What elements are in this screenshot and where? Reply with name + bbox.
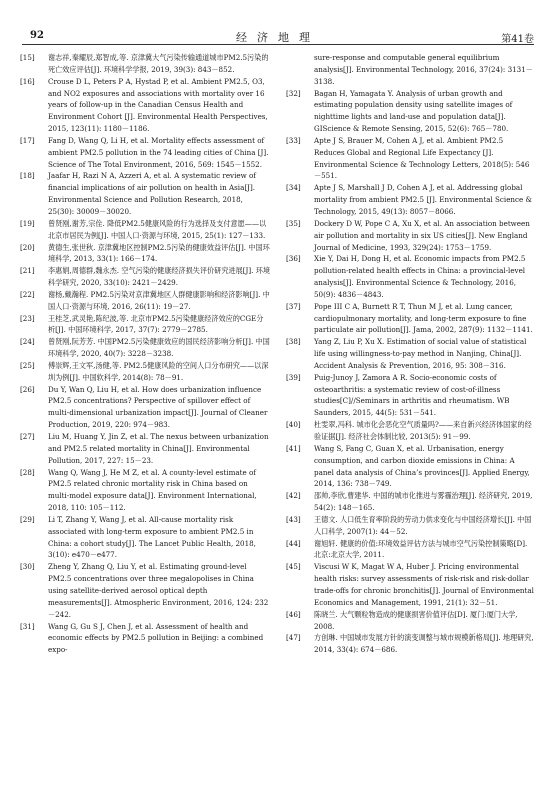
reference-entry bbox=[286, 372, 536, 419]
reference-entry bbox=[286, 52, 536, 88]
reference-text: Dockery D W, Pope C A, Xu X, et al. An association between air pollution and mortality in six US cities[J]. New England Journal of Medicine, 1993, 329(24): 1753－1759. bbox=[314, 218, 530, 252]
reference-number: [42] bbox=[286, 491, 301, 501]
reference-text: Yang Z, Liu P, Xu X. Estimation of social value of statistical life using willingness-to-pay method in Nanjing, China[J]. Accident Analysis & Prevention, 2016, 95: 308－316. bbox=[314, 337, 527, 370]
reference-text: Fang D, Wang Q, Li H, et al. Mortality effects assessment of ambient PM2.5 pollution in the 74 leading cities of China [J]. Science of The Total Environment, 2016, 569: 1545－1552. bbox=[48, 135, 269, 169]
reference-text: 王德文. 人口低生育率阶段的劳动力供求变化与中国经济增长[J]. 中国人口科学, 2007(1): 44－52. bbox=[314, 514, 532, 536]
reference-text: Du Y, Wan Q, Liu H, et al. How does urbanization influence PM2.5 concentrations? Perspective of spillover effect of multi-dimensional urbanization impact[J]. Journal of Cleaner Production, 2019, 220: 974－983. bbox=[48, 384, 268, 430]
reference-number: [25] bbox=[20, 360, 35, 370]
reference-entry bbox=[20, 135, 270, 171]
reference-entry bbox=[20, 289, 270, 313]
reference-text: Apte J S, Brauer M, Cohen A J, et al. Ambient PM2.5 Reduces Global and Regional Life Expectancy [J]. Environmental Science & Technology Letters, 2018(5): 546－551. bbox=[314, 135, 530, 181]
reference-entry bbox=[20, 514, 270, 561]
reference-number: [40] bbox=[286, 420, 301, 430]
reference-entry bbox=[20, 384, 270, 431]
journal-title: 经济地理 bbox=[236, 31, 320, 44]
reference-text: Xie Y, Dai H, Dong H, et al. Economic impacts from PM2.5 pollution-related health effects in China: a provincial-level analysis[J]. Environmental Science & Technology, 2016, 50(9): 4836－4843. bbox=[314, 254, 526, 299]
reference-text: 谢旭轩. 健康的价值:环境效益评估方法与城市空气污染控制策略[D]. 北京:北京大学, 2011. bbox=[314, 538, 528, 560]
reference-text: Wang S, Fang C, Guan X, et al. Urbanisation, energy consumption, and carbon dioxide emissions in China: A panel data analysis of China’s provinces[J]. Applied Energy, 2014, 136: 738－749. bbox=[314, 443, 530, 489]
reference-text: 陈晓兰. 大气颗粒物造成的健康损害价值评估[D]. 厦门:厦门大学, 2008. bbox=[314, 609, 518, 631]
reference-number: [17] bbox=[20, 135, 35, 145]
reference-text: Wang Q, Wang J, He M Z, et al. A county-level estimate of PM2.5 related chronic mortality risk in China based on multi-model exposure data[J]. Environment International, 2018, 110: 105－112. bbox=[48, 467, 257, 513]
reference-entry bbox=[286, 609, 536, 633]
reference-number: [31] bbox=[20, 621, 35, 631]
reference-text: 曾贤刚,谢芳,宗佺. 降低PM2.5健康风险的行为选择及支付意愿——以北京市居民为例[J]. 中国人口·资源与环境, 2015, 25(1): 127－133. bbox=[48, 218, 267, 240]
reference-number: [26] bbox=[20, 384, 35, 394]
reference-text: Viscusi W K, Magat W A, Huber J. Pricing environmental health risks: survey assessments of risk-risk and risk-dollar trade-offs for chronic bronchitis[J]. Journal of Environmental Economics and Management, 1991, 21(1): 32－51. bbox=[314, 562, 534, 607]
reference-entry bbox=[20, 242, 270, 266]
reference-text: Puig-Junoy J, Zamora A R. Socio-economic costs of osteoarthritis: a systematic review of cost-of-illness studies[C]//Seminars in arthritis and rheumatism. WB Saunders, 2015, 44(5): 531－541. bbox=[314, 372, 510, 418]
reference-text: sure-response and computable general equilibrium analysis[J]. Environmental Technology, 2016, 37(24): 3131－3138. bbox=[314, 53, 533, 86]
reference-text: Crouse D L, Peters P A, Hystad P, et al. Ambient PM2.5, O3, and NO2 exposures and associations with mortality over 16 years of follow-up in the Canadian Census Health and Environment Cohort [J]. Environmental Health Perspectives, 2015, 123(11): 1180－1186. bbox=[48, 76, 268, 134]
reference-entry bbox=[20, 52, 270, 76]
reference-text: Li T, Zhang Y, Wang J, et al. All-cause mortality risk associated with long-term exposure to ambient PM2.5 in China: a cohort study[J]. The Lancet Public Health, 2018, 3(10): e470－e477. bbox=[48, 514, 256, 560]
reference-entry bbox=[20, 336, 270, 360]
reference-text: 谢志祥,秦耀辰,郑智成,等. 京津冀大气污染传输通道城市PM2.5污染的死亡效应评估[J]. 环境科学学报, 2019, 39(3): 843－852. bbox=[48, 53, 269, 74]
reference-entry bbox=[286, 632, 536, 656]
reference-number: [38] bbox=[286, 337, 301, 347]
reference-number: [43] bbox=[286, 514, 301, 524]
reference-entry bbox=[286, 88, 536, 135]
reference-number: [34] bbox=[286, 183, 301, 193]
reference-number: [24] bbox=[20, 337, 35, 347]
reference-entry bbox=[286, 443, 536, 490]
reference-number: [28] bbox=[20, 467, 35, 477]
reference-entry bbox=[20, 621, 270, 657]
reference-number: [23] bbox=[20, 313, 35, 323]
reference-number: [21] bbox=[20, 266, 35, 276]
reference-number: [30] bbox=[20, 562, 35, 572]
reference-text: 黄德生,张世秋. 京津冀地区控制PM2.5污染的健康效益评估[J]. 中国环境科学, 2013, 33(1): 166－174. bbox=[48, 242, 270, 264]
reference-number: [35] bbox=[286, 218, 301, 228]
references-left-column bbox=[20, 52, 270, 656]
reference-entry bbox=[286, 336, 536, 372]
reference-entry bbox=[286, 490, 536, 514]
reference-number: [22] bbox=[20, 289, 35, 299]
reference-entry bbox=[286, 514, 536, 538]
reference-text: Bagan H, Yamagata Y. Analysis of urban growth and estimating population density using satellite images of nighttime lights and land-use and population data[J]. GIScience & Remote Sensing, 2015, 52(6): 765－780. bbox=[314, 88, 513, 134]
reference-entry bbox=[286, 135, 536, 182]
header-rule bbox=[22, 44, 534, 45]
reference-entry bbox=[20, 313, 270, 337]
reference-number: [39] bbox=[286, 372, 301, 382]
reference-number: [46] bbox=[286, 609, 301, 619]
reference-entry bbox=[20, 218, 270, 242]
reference-entry bbox=[286, 538, 536, 562]
reference-number: [47] bbox=[286, 633, 301, 643]
reference-entry bbox=[20, 76, 270, 135]
reference-text: 邵帅,李欣,曹建华. 中国的城市化推进与雾霾治理[J]. 经济研究, 2019, 54(2): 148－165. bbox=[314, 491, 533, 513]
reference-entry bbox=[286, 301, 536, 337]
reference-number: [33] bbox=[286, 135, 301, 145]
reference-number: [18] bbox=[20, 171, 35, 181]
reference-text: Liu M, Huang Y, Jin Z, et al. The nexus between urbanization and PM2.5 related mortality in China[J]. Environmental Pollution, 2017, 227: 15－23. bbox=[48, 432, 269, 465]
reference-text: 曾贤刚,阮芳芳. 中国PM2.5污染健康效应的国民经济影响分析[J]. 中国环境科学, 2020, 40(7): 3228－3238. bbox=[48, 337, 270, 359]
reference-text: 方创琳. 中国城市发展方针的演变调整与城市规模新格局[J]. 地理研究, 2014, 33(4): 674－686. bbox=[314, 633, 534, 655]
reference-number: [37] bbox=[286, 301, 301, 311]
reference-text: 傅崇辉,王文军,汤健,等. PM2.5健康风险的空间人口分布研究——以深圳为例[J]. 中国软科学, 2014(8): 78－91. bbox=[48, 360, 269, 382]
reference-text: 李惠娟,周德群,魏永杰. 空气污染的健康经济损失评价研究进展[J]. 环境科学研究, 2020, 33(10): 2421－2429. bbox=[48, 266, 270, 288]
reference-entry bbox=[286, 253, 536, 300]
reference-number: [15] bbox=[20, 53, 35, 62]
reference-number: [41] bbox=[286, 443, 301, 453]
reference-number bbox=[286, 52, 314, 88]
reference-entry bbox=[286, 561, 536, 608]
reference-entry bbox=[286, 218, 536, 254]
reference-text: 王桂芝,武灵艳,陈纪波,等. 北京市PM2.5污染健康经济效应的CGE分析[J]. 中国环境科学, 2017, 37(7): 2779－2785. bbox=[48, 313, 264, 335]
reference-entry bbox=[20, 170, 270, 217]
page-number: 92 bbox=[30, 30, 44, 41]
reference-text: Apte J S, Marshall J D, Cohen A J, et al. Addressing global mortality from ambient PM2.5 [J]. Environmental Science & Technology, 2015, 49(13): 8057－8066. bbox=[314, 183, 532, 216]
reference-text: 杜雯翠,冯科. 城市化会恶化空气质量吗?——来自新兴经济体国家的经验证据[J]. 经济社会体制比较, 2013(5): 91－99. bbox=[314, 420, 532, 441]
references-right-column bbox=[286, 52, 536, 656]
reference-text: Wang G, Gu S J, Chen J, et al. Assessment of health and economic effects by PM2.5 pollution in Beijing: a combined expo- bbox=[48, 621, 264, 655]
reference-entry bbox=[20, 467, 270, 514]
reference-text: Pope III C A, Burnett R T, Thun M J, et al. Lung cancer, cardiopulmonary mortality, and long-term exposure to fine particulate air pollution[J]. Jama, 2002, 287(9): 1132－1141. bbox=[314, 301, 533, 335]
reference-text: Jaafar H, Razi N A, Azzeri A, et al. A systematic review of financial implications of air pollution on health in Asia[J]. Environmental Science and Pollution Research, 2018, 25(30): 30009－30020. bbox=[48, 171, 256, 216]
reference-entry bbox=[20, 265, 270, 289]
reference-number: [32] bbox=[286, 88, 301, 98]
reference-entry bbox=[286, 182, 536, 218]
reference-entry bbox=[20, 360, 270, 384]
reference-number: [27] bbox=[20, 432, 35, 441]
reference-number: [45] bbox=[286, 562, 301, 572]
reference-number: [16] bbox=[20, 76, 35, 86]
volume-label: 第41卷 bbox=[501, 34, 534, 45]
reference-number: [36] bbox=[286, 254, 301, 264]
page-header bbox=[22, 26, 534, 45]
reference-number: [44] bbox=[286, 538, 301, 548]
reference-text: Zheng Y, Zhang Q, Liu Y, et al. Estimating ground-level PM2.5 concentrations over three megalopolises in China using satellite-derived aerosol optical depth measurements[J]. Atmospheric Environment, 2016, 124: 232－242. bbox=[48, 562, 269, 619]
reference-number: [20] bbox=[20, 242, 35, 252]
reference-entry bbox=[20, 431, 270, 467]
reference-entry bbox=[20, 561, 270, 620]
reference-text: 谢杨,戴瀚程. PM2.5污染对京津冀地区人群健康影响和经济影响[J]. 中国人口·资源与环境, 2016, 26(11): 19－27. bbox=[48, 289, 270, 311]
reference-entry bbox=[286, 419, 536, 443]
reference-number: [29] bbox=[20, 514, 35, 524]
reference-number: [19] bbox=[20, 218, 35, 228]
